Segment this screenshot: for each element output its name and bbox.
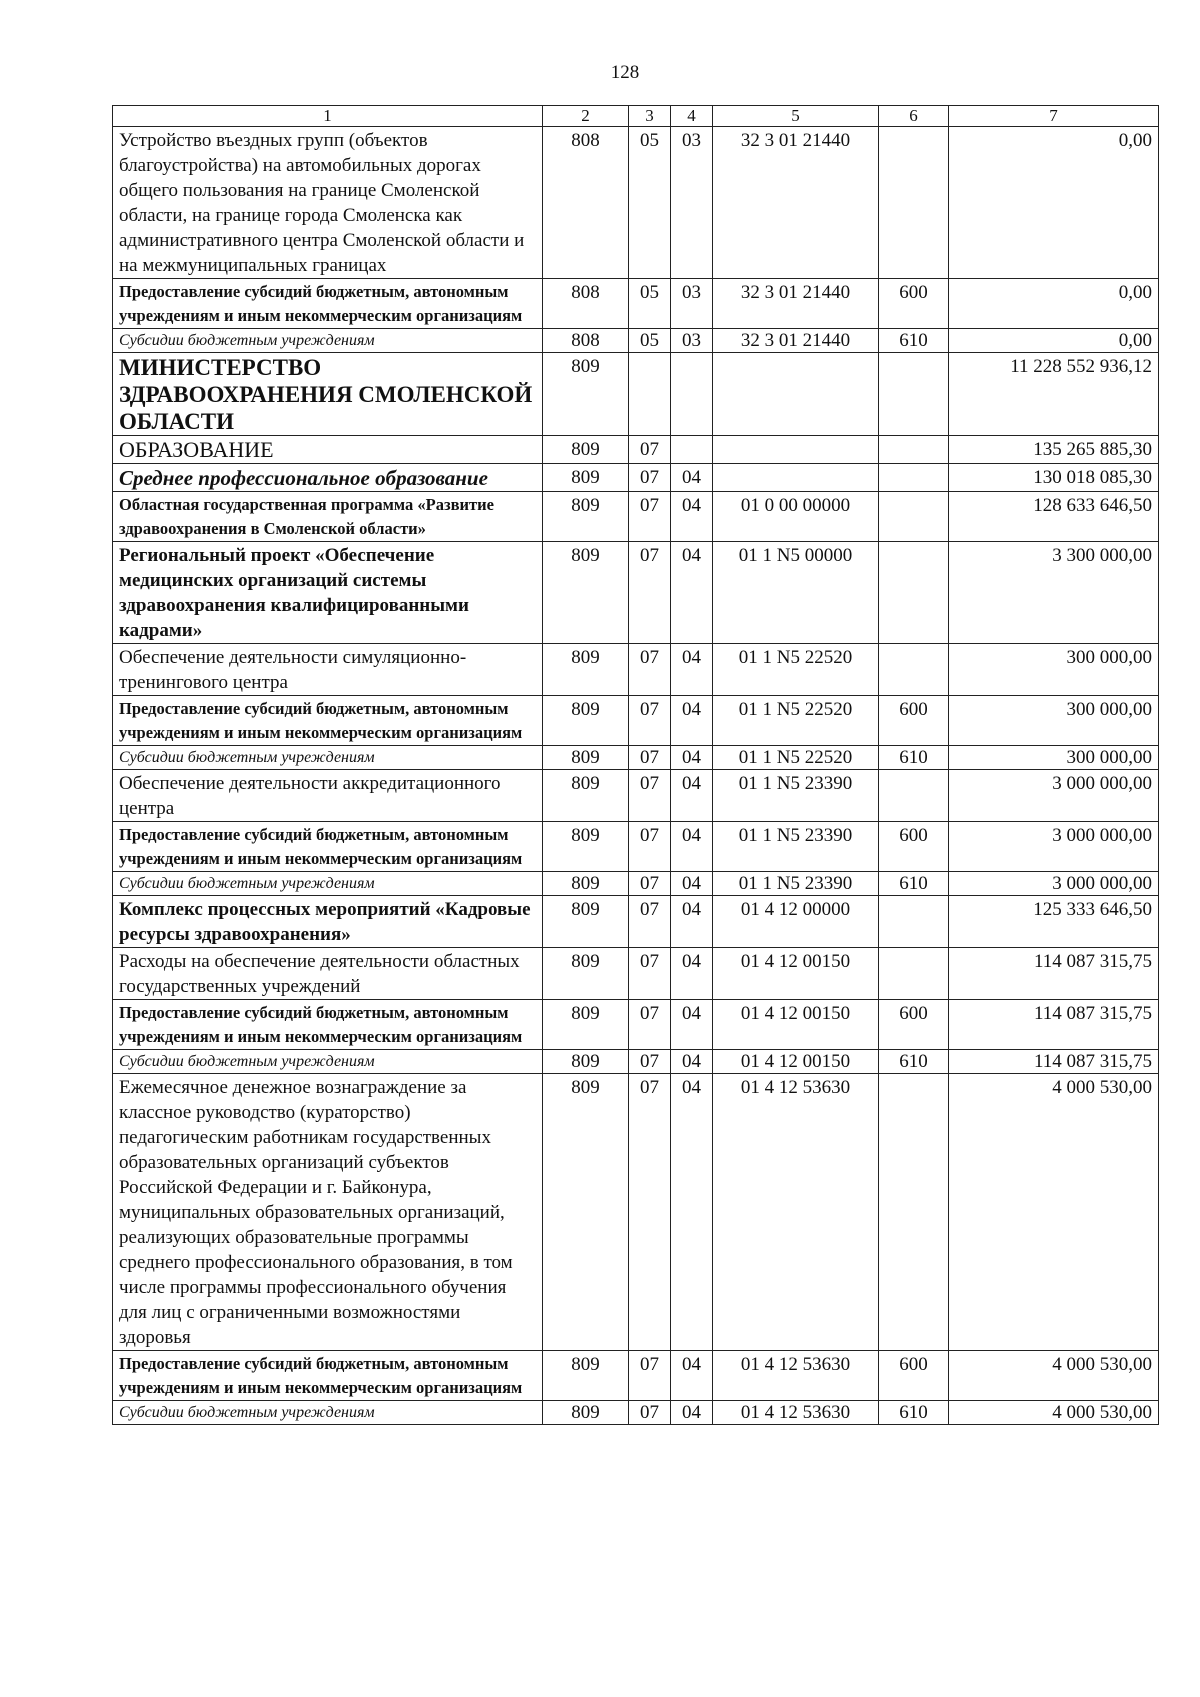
table-row [113, 822, 1159, 872]
amount-value: 3 000 000,00 [949, 822, 1159, 872]
page-number: 128 [610, 62, 640, 83]
target-code: 01 4 12 53630 [713, 1074, 879, 1351]
amount-value: 0,00 [949, 329, 1159, 353]
table-row [113, 770, 1159, 822]
budget-table [112, 105, 1159, 1425]
table-row [113, 696, 1159, 746]
section-code: 07 [629, 1401, 671, 1425]
table-row [113, 436, 1159, 464]
ministry-code: 808 [543, 329, 629, 353]
ministry-code: 809 [543, 1351, 629, 1401]
target-code: 32 3 01 21440 [713, 329, 879, 353]
row-name: Предоставление субсидий бюджетным, автономным учреждениям и иным некоммерческим организациям [113, 696, 543, 746]
amount-value: 3 300 000,00 [949, 542, 1159, 644]
amount-value: 4 000 530,00 [949, 1074, 1159, 1351]
subsection-code: 04 [671, 1050, 713, 1074]
expense-type-code [879, 644, 949, 696]
column-header: 2 [543, 106, 629, 127]
subsection-code [671, 436, 713, 464]
row-name: ОБРАЗОВАНИЕ [113, 436, 543, 464]
subsection-code: 04 [671, 1401, 713, 1425]
table-row [113, 644, 1159, 696]
table-row [113, 127, 1159, 279]
row-name: Среднее профессиональное образование [113, 464, 543, 492]
target-code: 01 4 12 53630 [713, 1351, 879, 1401]
row-name: Субсидии бюджетным учреждениям [113, 329, 543, 353]
table-row [113, 948, 1159, 1000]
target-code [713, 353, 879, 436]
target-code: 01 4 12 00150 [713, 1050, 879, 1074]
subsection-code: 04 [671, 464, 713, 492]
amount-value: 300 000,00 [949, 696, 1159, 746]
target-code: 01 1 N5 23390 [713, 872, 879, 896]
target-code: 01 1 N5 23390 [713, 822, 879, 872]
amount-value: 300 000,00 [949, 644, 1159, 696]
target-code: 01 1 N5 22520 [713, 746, 879, 770]
table-row [113, 492, 1159, 542]
ministry-code: 809 [543, 770, 629, 822]
column-header: 1 [113, 106, 543, 127]
subsection-code: 03 [671, 279, 713, 329]
amount-value: 0,00 [949, 127, 1159, 279]
table-row [113, 896, 1159, 948]
section-code: 07 [629, 1000, 671, 1050]
table-row [113, 353, 1159, 436]
expense-type-code: 610 [879, 1401, 949, 1425]
row-name: Региональный проект «Обеспечение медицинских организаций системы здравоохранения квалифицированными кадрами» [113, 542, 543, 644]
ministry-code: 809 [543, 822, 629, 872]
table-row [113, 329, 1159, 353]
target-code: 01 4 12 00150 [713, 948, 879, 1000]
ministry-code: 809 [543, 1050, 629, 1074]
row-name: Предоставление субсидий бюджетным, автономным учреждениям и иным некоммерческим организациям [113, 822, 543, 872]
section-code: 07 [629, 822, 671, 872]
target-code: 32 3 01 21440 [713, 279, 879, 329]
section-code: 07 [629, 770, 671, 822]
ministry-code: 809 [543, 353, 629, 436]
expense-type-code: 610 [879, 329, 949, 353]
table-body [113, 127, 1159, 1425]
expense-type-code [879, 1074, 949, 1351]
target-code: 01 4 12 53630 [713, 1401, 879, 1425]
section-code: 07 [629, 1050, 671, 1074]
section-code: 07 [629, 696, 671, 746]
amount-value: 135 265 885,30 [949, 436, 1159, 464]
expense-type-code: 600 [879, 822, 949, 872]
subsection-code: 04 [671, 542, 713, 644]
subsection-code: 03 [671, 127, 713, 279]
row-name: Областная государственная программа «Развитие здравоохранения в Смоленской области» [113, 492, 543, 542]
section-code: 07 [629, 464, 671, 492]
subsection-code: 04 [671, 644, 713, 696]
table-row [113, 872, 1159, 896]
amount-value: 4 000 530,00 [949, 1351, 1159, 1401]
amount-value: 125 333 646,50 [949, 896, 1159, 948]
amount-value: 11 228 552 936,12 [949, 353, 1159, 436]
section-code [629, 353, 671, 436]
target-code: 01 1 N5 00000 [713, 542, 879, 644]
target-code: 32 3 01 21440 [713, 127, 879, 279]
section-code: 07 [629, 492, 671, 542]
subsection-code: 04 [671, 948, 713, 1000]
section-code: 07 [629, 896, 671, 948]
target-code [713, 436, 879, 464]
ministry-code: 808 [543, 279, 629, 329]
row-name: Предоставление субсидий бюджетным, автономным учреждениям и иным некоммерческим организациям [113, 1000, 543, 1050]
ministry-code: 809 [543, 696, 629, 746]
expense-type-code [879, 436, 949, 464]
expense-type-code [879, 542, 949, 644]
ministry-code: 809 [543, 746, 629, 770]
expense-type-code [879, 896, 949, 948]
row-name: Предоставление субсидий бюджетным, автономным учреждениям и иным некоммерческим организациям [113, 1351, 543, 1401]
subsection-code: 04 [671, 746, 713, 770]
amount-value: 114 087 315,75 [949, 948, 1159, 1000]
expense-type-code [879, 464, 949, 492]
row-name: Комплекс процессных мероприятий «Кадровые ресурсы здравоохранения» [113, 896, 543, 948]
section-code: 07 [629, 872, 671, 896]
ministry-code: 809 [543, 492, 629, 542]
ministry-code: 809 [543, 872, 629, 896]
ministry-code: 809 [543, 542, 629, 644]
section-code: 07 [629, 746, 671, 770]
column-header: 7 [949, 106, 1159, 127]
expense-type-code: 600 [879, 696, 949, 746]
section-code: 07 [629, 1074, 671, 1351]
row-name: Субсидии бюджетным учреждениям [113, 1401, 543, 1425]
column-header: 3 [629, 106, 671, 127]
table-row [113, 1000, 1159, 1050]
amount-value: 114 087 315,75 [949, 1050, 1159, 1074]
amount-value: 3 000 000,00 [949, 872, 1159, 896]
section-code: 05 [629, 127, 671, 279]
row-name: Предоставление субсидий бюджетным, автономным учреждениям и иным некоммерческим организациям [113, 279, 543, 329]
table-row [113, 746, 1159, 770]
section-code: 07 [629, 1351, 671, 1401]
subsection-code: 04 [671, 770, 713, 822]
row-name: Субсидии бюджетным учреждениям [113, 872, 543, 896]
target-code: 01 1 N5 22520 [713, 696, 879, 746]
section-code: 05 [629, 329, 671, 353]
target-code: 01 0 00 00000 [713, 492, 879, 542]
section-code: 07 [629, 436, 671, 464]
expense-type-code: 610 [879, 746, 949, 770]
section-code: 07 [629, 542, 671, 644]
subsection-code: 04 [671, 492, 713, 542]
subsection-code: 04 [671, 696, 713, 746]
column-header: 4 [671, 106, 713, 127]
subsection-code: 04 [671, 1000, 713, 1050]
amount-value: 4 000 530,00 [949, 1401, 1159, 1425]
subsection-code: 04 [671, 1074, 713, 1351]
expense-type-code [879, 353, 949, 436]
expense-type-code [879, 492, 949, 542]
expense-type-code: 600 [879, 1351, 949, 1401]
column-header: 6 [879, 106, 949, 127]
ministry-code: 809 [543, 436, 629, 464]
amount-value: 128 633 646,50 [949, 492, 1159, 542]
table-row [113, 1074, 1159, 1351]
table-row [113, 1401, 1159, 1425]
expense-type-code [879, 770, 949, 822]
ministry-code: 809 [543, 1000, 629, 1050]
ministry-code: 809 [543, 644, 629, 696]
subsection-code [671, 353, 713, 436]
row-name: Субсидии бюджетным учреждениям [113, 746, 543, 770]
target-code: 01 1 N5 23390 [713, 770, 879, 822]
target-code: 01 4 12 00150 [713, 1000, 879, 1050]
expense-type-code: 610 [879, 1050, 949, 1074]
table-row [113, 1351, 1159, 1401]
amount-value: 114 087 315,75 [949, 1000, 1159, 1050]
amount-value: 0,00 [949, 279, 1159, 329]
row-name: Расходы на обеспечение деятельности областных государственных учреждений [113, 948, 543, 1000]
subsection-code: 04 [671, 896, 713, 948]
ministry-code: 809 [543, 948, 629, 1000]
header-row [113, 106, 1159, 127]
expense-type-code: 600 [879, 279, 949, 329]
ministry-code: 809 [543, 1401, 629, 1425]
expense-type-code: 600 [879, 1000, 949, 1050]
section-code: 07 [629, 644, 671, 696]
table-row [113, 1050, 1159, 1074]
section-code: 05 [629, 279, 671, 329]
target-code [713, 464, 879, 492]
expense-type-code: 610 [879, 872, 949, 896]
ministry-code: 809 [543, 1074, 629, 1351]
amount-value: 3 000 000,00 [949, 770, 1159, 822]
expense-type-code [879, 948, 949, 1000]
amount-value: 300 000,00 [949, 746, 1159, 770]
ministry-code: 809 [543, 464, 629, 492]
row-name: Субсидии бюджетным учреждениям [113, 1050, 543, 1074]
table-row [113, 279, 1159, 329]
amount-value: 130 018 085,30 [949, 464, 1159, 492]
subsection-code: 04 [671, 1351, 713, 1401]
table-row [113, 542, 1159, 644]
row-name: Обеспечение деятельности аккредитационного центра [113, 770, 543, 822]
target-code: 01 4 12 00000 [713, 896, 879, 948]
subsection-code: 04 [671, 872, 713, 896]
row-name: МИНИСТЕРСТВО ЗДРАВООХРАНЕНИЯ СМОЛЕНСКОЙ ОБЛАСТИ [113, 353, 543, 436]
section-code: 07 [629, 948, 671, 1000]
expense-type-code [879, 127, 949, 279]
row-name: Устройство въездных групп (объектов благоустройства) на автомобильных дорогах общего пользования на границе Смоленской области, на границе города Смоленска как административного центра Смоленской области и на межмуниципальных границах [113, 127, 543, 279]
column-header: 5 [713, 106, 879, 127]
subsection-code: 03 [671, 329, 713, 353]
ministry-code: 809 [543, 896, 629, 948]
subsection-code: 04 [671, 822, 713, 872]
row-name: Ежемесячное денежное вознаграждение за классное руководство (кураторство) педагогическим работникам государственных образовательных организаций субъектов Российской Федерации и г. Байконура, муниципальных образовательных организаций, реализующих образовательные программы среднего профессионального образования, в том числе программы профессионального обучения для лиц с ограниченными возможностями здоровья [113, 1074, 543, 1351]
target-code: 01 1 N5 22520 [713, 644, 879, 696]
ministry-code: 808 [543, 127, 629, 279]
table-row [113, 464, 1159, 492]
row-name: Обеспечение деятельности симуляционно-тренингового центра [113, 644, 543, 696]
